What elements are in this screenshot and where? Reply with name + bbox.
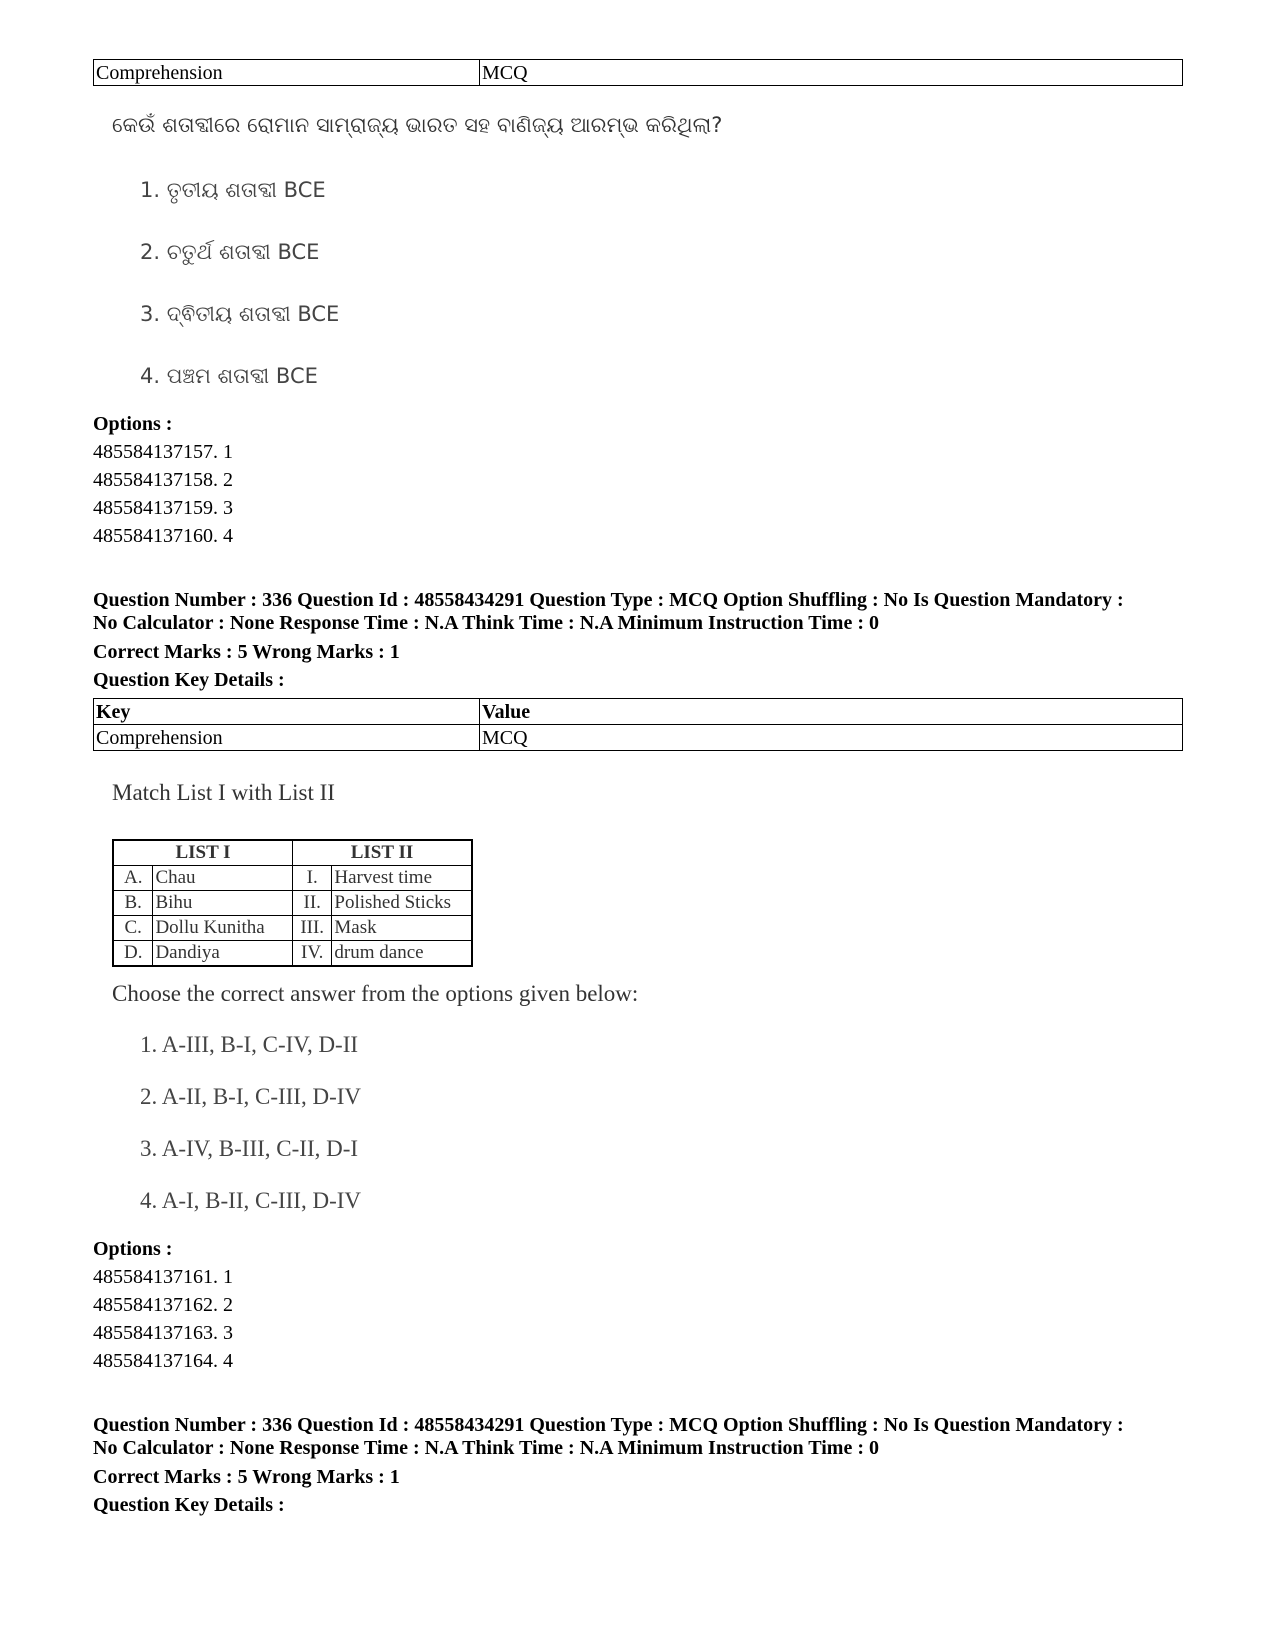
question-choice-2: 2. ଚତୁର୍ଥ ଶତାବ୍ଦୀ BCE xyxy=(140,240,320,264)
key-details-label: Question Key Details : xyxy=(93,1494,285,1516)
table-row: A. Chau I. Harvest time xyxy=(113,866,472,891)
key-details-label: Question Key Details : xyxy=(93,669,285,691)
question-choice-2: 2. A-II, B-I, C-III, D-IV xyxy=(140,1084,361,1109)
marks-line: Correct Marks : 5 Wrong Marks : 1 xyxy=(93,641,400,663)
marks-line: Correct Marks : 5 Wrong Marks : 1 xyxy=(93,1466,400,1488)
question-instruction: Choose the correct answer from the options given below: xyxy=(112,981,639,1006)
question-choice-4: 4. ପଞ୍ଚମ ଶତାବ୍ଦୀ BCE xyxy=(140,364,318,388)
key-cell: Comprehension xyxy=(94,60,480,86)
question-choice-4: 4. A-I, B-II, C-III, D-IV xyxy=(140,1188,361,1213)
table-row: D. Dandiya IV. drum dance xyxy=(113,941,472,967)
option-id: 485584137157. 1 xyxy=(93,441,233,463)
option-id: 485584137160. 4 xyxy=(93,525,233,547)
table-row xyxy=(94,725,1183,751)
option-id: 485584137164. 4 xyxy=(93,1350,233,1372)
key-cell: Comprehension xyxy=(94,725,480,751)
question-choice-1: 1. A-III, B-I, C-IV, D-II xyxy=(140,1032,359,1057)
question-meta-line-1: Question Number : 336 Question Id : 48558434291 Question Type : MCQ Option Shuffling : No Is Question Mandatory : xyxy=(93,1414,1124,1436)
option-id: 485584137159. 3 xyxy=(93,497,233,519)
match-list-table xyxy=(112,839,473,967)
option-id: 485584137162. 2 xyxy=(93,1294,233,1316)
option-id: 485584137158. 2 xyxy=(93,469,233,491)
question-meta-line-2: No Calculator : None Response Time : N.A Think Time : N.A Minimum Instruction Time : 0 xyxy=(93,1437,879,1459)
value-cell: MCQ xyxy=(480,60,1183,86)
table-header-row xyxy=(94,699,1183,725)
list-1-header: LIST I xyxy=(113,840,293,866)
question-choice-3: 3. A-IV, B-III, C-II, D-I xyxy=(140,1136,359,1161)
options-label: Options : xyxy=(93,1238,173,1260)
question-meta-line-2: No Calculator : None Response Time : N.A Think Time : N.A Minimum Instruction Time : 0 xyxy=(93,612,879,634)
table-row xyxy=(94,60,1183,86)
table-row: B. Bihu II. Polished Sticks xyxy=(113,891,472,916)
question-text: କେଉଁ ଶତାବ୍ଦୀରେ ରୋମାନ ସାମ୍ରାଜ୍ୟ ଭାରତ ସହ ବାଣିଜ୍ୟ ଆରମ୍ଭ କରିଥିଲା? xyxy=(112,113,723,137)
key-header: Key xyxy=(94,699,480,725)
question-choice-1: 1. ତୃତୀୟ ଶତାବ୍ଦୀ BCE xyxy=(140,178,326,202)
question-meta-line-1: Question Number : 336 Question Id : 48558434291 Question Type : MCQ Option Shuffling : No Is Question Mandatory : xyxy=(93,589,1124,611)
value-header: Value xyxy=(480,699,1183,725)
option-id: 485584137163. 3 xyxy=(93,1322,233,1344)
value-cell: MCQ xyxy=(480,725,1183,751)
list-2-header: LIST II xyxy=(293,840,473,866)
question-choice-3: 3. ଦ୍ଵିତୀୟ ଶତାବ୍ଦୀ BCE xyxy=(140,302,340,326)
question-key-table-1 xyxy=(93,59,1183,86)
table-header-row xyxy=(113,840,472,866)
question-text: Match List I with List II xyxy=(112,780,335,805)
question-key-table-2 xyxy=(93,698,1183,751)
table-row: C. Dollu Kunitha III. Mask xyxy=(113,916,472,941)
options-label: Options : xyxy=(93,413,173,435)
option-id: 485584137161. 1 xyxy=(93,1266,233,1288)
